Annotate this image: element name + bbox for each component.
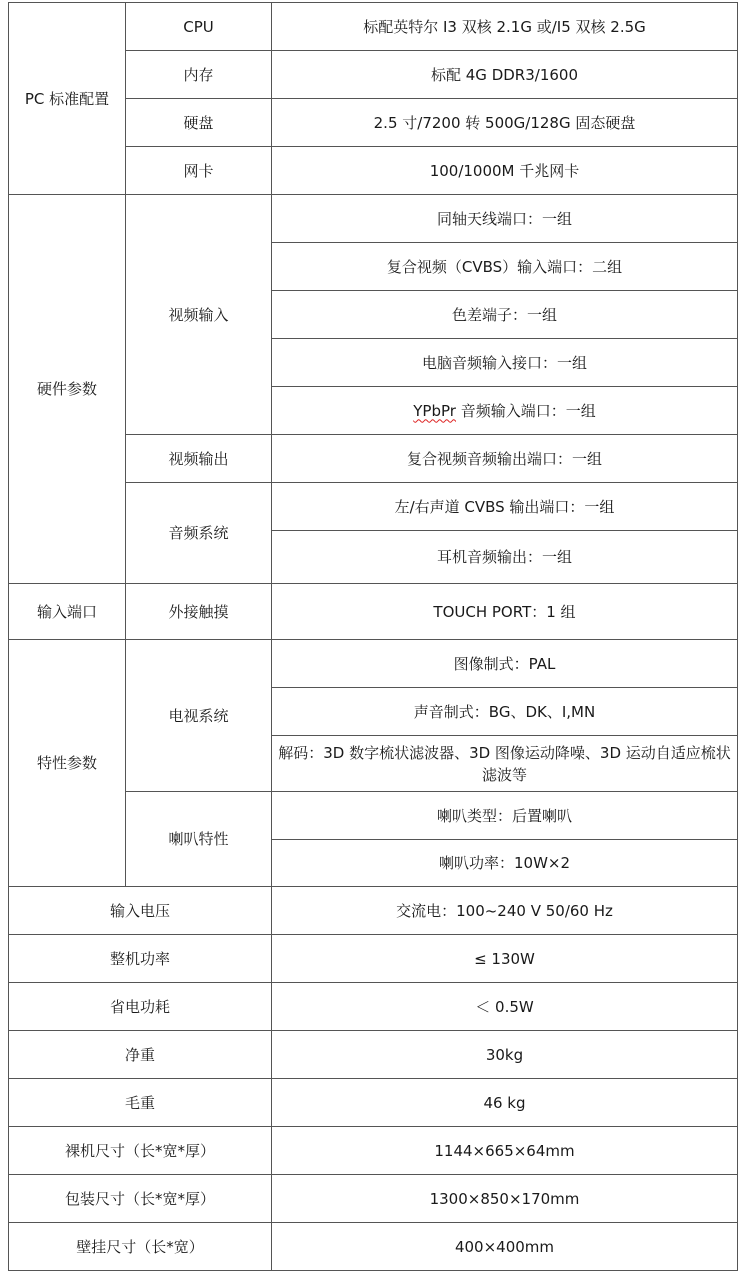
- value-audio-system: 耳机音频输出：一组: [272, 531, 738, 584]
- table-row: [9, 195, 738, 243]
- value-package-size: 1300×850×170mm: [272, 1175, 738, 1223]
- value-input-voltage: 交流电：100~240 V 50/60 Hz: [272, 887, 738, 935]
- table-row: [9, 1127, 738, 1175]
- value-tv-system: 声音制式：BG、DK、I,MN: [272, 688, 738, 736]
- label-input-voltage: 输入电压: [9, 887, 272, 935]
- value-video-input: 同轴天线端口：一组: [272, 195, 738, 243]
- group-features: 特性参数: [9, 640, 126, 887]
- label-cpu: CPU: [126, 3, 272, 51]
- value-tv-decoding: 解码：3D 数字梳状滤波器、3D 图像运动降噪、3D 运动自适应梳状滤波等: [272, 736, 738, 792]
- value-cpu: 标配英特尔 I3 双核 2.1G 或/I5 双核 2.5G: [272, 3, 738, 51]
- value-memory: 标配 4G DDR3/1600: [272, 51, 738, 99]
- value-bare-size: 1144×665×64mm: [272, 1127, 738, 1175]
- label-external-touch: 外接触摸: [126, 584, 272, 640]
- label-wall-mount-size: 壁挂尺寸（长*宽）: [9, 1223, 272, 1271]
- value-net-weight: 30kg: [272, 1031, 738, 1079]
- label-bare-size: 裸机尺寸（长*宽*厚）: [9, 1127, 272, 1175]
- label-gross-weight: 毛重: [9, 1079, 272, 1127]
- label-standby-power: 省电功耗: [9, 983, 272, 1031]
- value-audio-system: 左/右声道 CVBS 输出端口：一组: [272, 483, 738, 531]
- table-row: [9, 887, 738, 935]
- value-video-output: 复合视频音频输出端口：一组: [272, 435, 738, 483]
- label-video-input: 视频输入: [126, 195, 272, 435]
- group-hardware: 硬件参数: [9, 195, 126, 584]
- value-ypbpr-audio-input: [272, 387, 738, 435]
- value-wall-mount-size: 400×400mm: [272, 1223, 738, 1271]
- label-power: 整机功率: [9, 935, 272, 983]
- value-standby-power: ＜ 0.5W: [272, 983, 738, 1031]
- table-row: [9, 1175, 738, 1223]
- label-disk: 硬盘: [126, 99, 272, 147]
- value-tv-system: 图像制式：PAL: [272, 640, 738, 688]
- table-row: [9, 3, 738, 51]
- label-memory: 内存: [126, 51, 272, 99]
- table-row: [9, 1079, 738, 1127]
- value-video-input: 电脑音频输入接口：一组: [272, 339, 738, 387]
- label-nic: 网卡: [126, 147, 272, 195]
- table-row: [9, 983, 738, 1031]
- table-row: [9, 935, 738, 983]
- value-disk: 2.5 寸/7200 转 500G/128G 固态硬盘: [272, 99, 738, 147]
- group-input-port: 输入端口: [9, 584, 126, 640]
- table-row: [9, 584, 738, 640]
- value-nic: 100/1000M 千兆网卡: [272, 147, 738, 195]
- table-row: [9, 1031, 738, 1079]
- value-speaker: 喇叭类型：后置喇叭: [272, 792, 738, 840]
- group-pc-config: PC 标准配置: [9, 3, 126, 195]
- label-tv-system: 电视系统: [126, 640, 272, 792]
- spec-table: [8, 2, 738, 1271]
- label-package-size: 包装尺寸（长*宽*厚）: [9, 1175, 272, 1223]
- table-row: [9, 1223, 738, 1271]
- table-row: [9, 640, 738, 688]
- label-speaker: 喇叭特性: [126, 792, 272, 887]
- value-power: ≤ 130W: [272, 935, 738, 983]
- ypbpr-text: YPbPr: [413, 401, 456, 420]
- value-video-input: 色差端子：一组: [272, 291, 738, 339]
- value-gross-weight: 46 kg: [272, 1079, 738, 1127]
- label-net-weight: 净重: [9, 1031, 272, 1079]
- label-video-output: 视频输出: [126, 435, 272, 483]
- value-speaker: 喇叭功率：10W×2: [272, 840, 738, 887]
- value-touch-port: TOUCH PORT：1 组: [272, 584, 738, 640]
- label-audio-system: 音频系统: [126, 483, 272, 584]
- ypbpr-suffix: 音频输入端口：一组: [455, 401, 596, 420]
- value-video-input: 复合视频（CVBS）输入端口：二组: [272, 243, 738, 291]
